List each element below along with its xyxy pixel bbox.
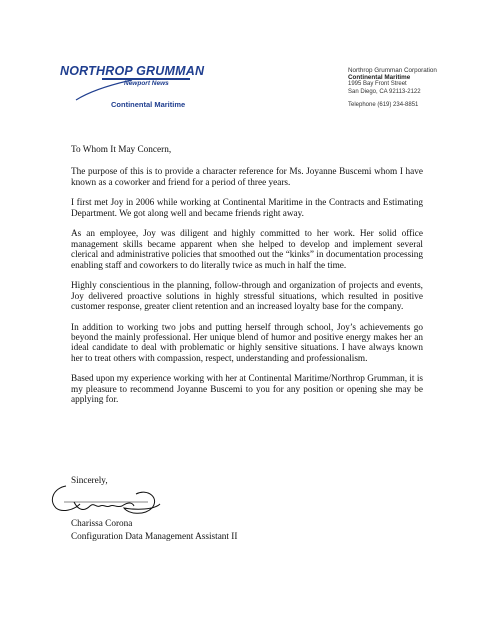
letter-body <box>71 145 423 416</box>
letterhead-division: Continental Maritime <box>111 100 186 109</box>
address-city: San Diego, CA 92113-2122 <box>348 88 421 95</box>
salutation: To Whom It May Concern, <box>71 145 172 155</box>
signature-block <box>71 518 237 544</box>
signer-name: Charissa Corona <box>71 519 133 529</box>
paragraph-6: Based upon my experience working with her at Continental Maritime/Northrop Grumman, it is my pleasure to recommend Joyanne Buscemi to you for any position or opening she may be applying for. <box>71 374 423 406</box>
letterhead-address <box>348 67 437 109</box>
paragraph-1: The purpose of this is to provide a character reference for Ms. Joyanne Buscemi whom I have known as a coworker and friend for a period of three years. <box>71 167 423 188</box>
address-division: Continental Maritime <box>348 74 411 82</box>
paragraph-5: In addition to working two jobs and putting herself through school, Joy’s achievements go beyond the mainly professional. Her unique blend of humor and positive energy makes her an ideal candidate to deal with problematic or highly sensitive situations. I have always known her to treat others with compassion, respect, understanding and professionalism. <box>71 322 423 364</box>
paragraph-4: Highly conscientious in the planning, follow-through and organization of projects and events, Joy delivered proactive solutions in highly stressful situations, which resulted in positive customer response, greater client retention and an increased loyalty base for the company. <box>71 281 423 313</box>
paragraph-3: As an employee, Joy was diligent and highly committed to her work. Her solid office management skills became apparent when she helped to develop and implement several clerical and administrative policies that smoothed out the “kinks” in documentation processing enabling staff and coworkers to do literally twice as much in half the time. <box>71 229 423 271</box>
logo-wordmark: NORTHROP GRUMMAN <box>60 64 205 78</box>
closing: Sincerely, <box>71 476 108 486</box>
paragraph-2: I first met Joy in 2006 while working at Continental Maritime in the Contracts and Estimating Department. We got along well and became friends right away. <box>71 198 423 219</box>
address-corporation: Northrop Grumman Corporation <box>348 67 437 74</box>
handwritten-signature <box>44 480 164 520</box>
signer-title: Configuration Data Management Assistant II <box>71 532 238 542</box>
address-telephone: Telephone (619) 234-8851 <box>348 101 419 108</box>
logo-subtext: Newport News <box>124 80 169 87</box>
address-street: 1995 Bay Front Street <box>348 81 407 88</box>
